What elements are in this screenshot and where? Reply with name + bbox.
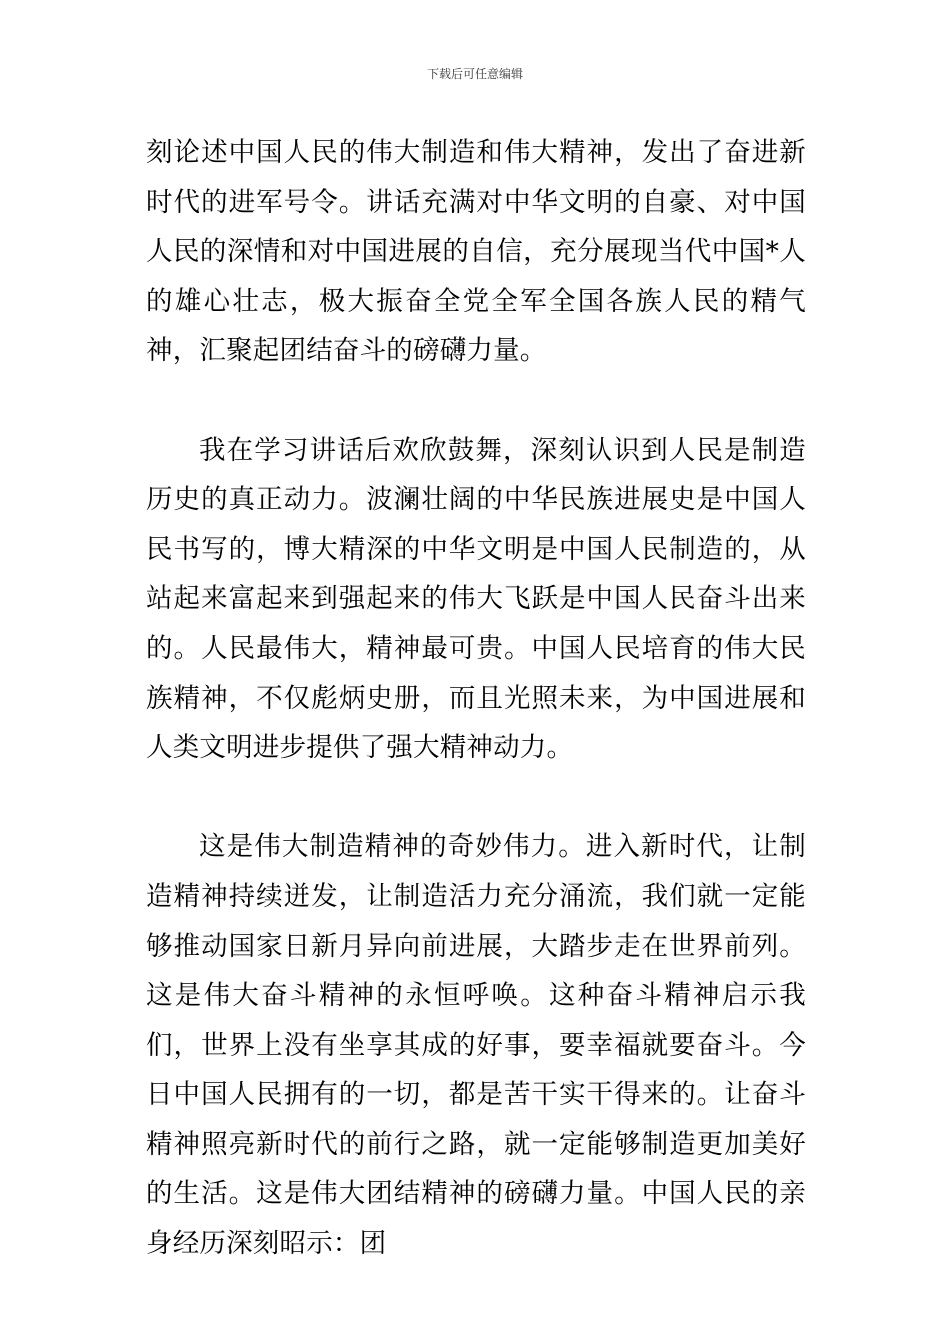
document-body [146,128,806,1269]
paragraph-2: 我在学习讲话后欢欣鼓舞，深刻认识到人民是制造历史的真正动力。波澜壮阔的中华民族进展史是中国人民书写的，博大精深的中华文明是中国人民制造的，从站起来富起来到强起来的伟大飞跃是中国人民奋斗出来的。人民最伟大，精神最可贵。中国人民培育的伟大民族精神，不仅彪炳史册，而且光照未来，为中国进展和人类文明进步提供了强大精神动力。 [146,434,806,764]
paragraph-3: 这是伟大制造精神的奇妙伟力。进入新时代，让制造精神持续迸发，让制造活力充分涌流，我们就一定能够推动国家日新月异向前进展，大踏步走在世界前列。这是伟大奋斗精神的永恒呼唤。这种奋斗精神启示我们，世界上没有坐享其成的好事，要幸福就要奋斗。今日中国人民拥有的一切，都是苦干实干得来的。让奋斗精神照亮新时代的前行之路，就一定能够制造更加美好的生活。这是伟大团结精神的磅礴力量。中国人民的亲身经历深刻昭示：团 [146,831,806,1260]
paragraph-gap [146,773,806,823]
paragraph-gap [146,376,806,426]
paragraph-1: 刻论述中国人民的伟大制造和伟大精神，发出了奋进新时代的进军号令。讲话充满对中华文明的自豪、对中国人民的深情和对中国进展的自信，充分展现当代中国*人的雄心壮志，极大振奋全党全军全国各族人民的精气神，汇聚起团结奋斗的磅礴力量。 [146,137,806,367]
header-note: 下载后可任意编辑 [426,67,523,81]
